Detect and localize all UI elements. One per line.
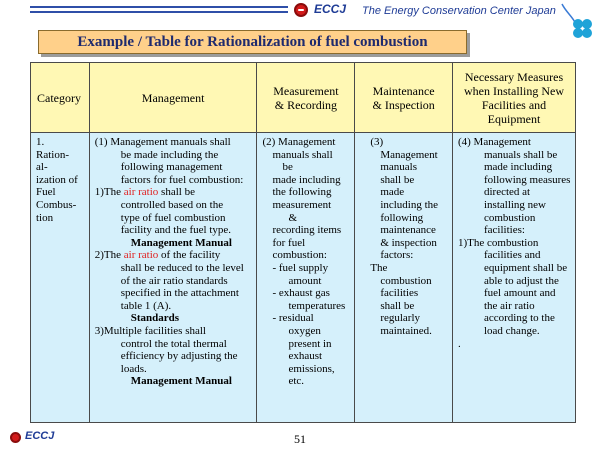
management-text: 1)The [94, 186, 124, 199]
page-title: Example / Table for Rationalization of fuel combustion [38, 30, 467, 54]
category-line: 1. [36, 136, 45, 148]
header-maintenance-line: & Inspection [372, 97, 435, 112]
necessary-line: following measures [483, 173, 571, 186]
management-line: factors for fuel combustion: [120, 173, 244, 186]
management-line: 3)Multiple facilities shall [94, 324, 206, 337]
necessary-line: manuals shall be [483, 148, 558, 161]
management-line: efficiency by adjusting the [120, 350, 238, 363]
maintenance-line: The [370, 261, 388, 274]
header-logo-text: ECCJ [314, 2, 347, 16]
maintenance-line: including the [380, 198, 439, 211]
necessary-line: facilities and [483, 249, 541, 262]
rationalization-table [30, 62, 576, 423]
measurement-line: amount [288, 274, 322, 287]
measurement-line: temperatures [288, 299, 346, 312]
maintenance-line: Management [380, 148, 438, 161]
necessary-line: installing new [483, 198, 547, 211]
measurement-line: be [282, 161, 293, 174]
management-manual-label: Management Manual [130, 375, 232, 388]
maintenance-line: made [380, 186, 405, 199]
measurement-line: - fuel supply [272, 261, 329, 274]
header-category: Category [31, 63, 90, 133]
management-cell [89, 133, 257, 423]
header-rule-bottom [30, 11, 288, 13]
necessary-line: directed at [483, 186, 531, 199]
necessary-line: . [457, 337, 461, 350]
header-measurement-line: Measurement [273, 83, 339, 98]
necessary-line: (4) Management [457, 136, 531, 148]
category-line: ization of [36, 173, 78, 186]
page-number: 51 [294, 432, 306, 446]
maintenance-line: following [380, 211, 424, 224]
header-measurement-line: & Recording [274, 97, 338, 112]
measurement-line: exhaust [288, 350, 323, 363]
header-maintenance-line: Maintenance [372, 83, 435, 98]
maintenance-line: regularly [380, 312, 421, 325]
measurement-line: measurement [272, 198, 332, 211]
measurement-cell [257, 133, 355, 423]
header-maintenance [355, 63, 453, 133]
management-line: shall be reduced to the level [120, 261, 244, 274]
maintenance-line: shall be [380, 173, 415, 186]
measurement-line: emissions, [288, 362, 335, 375]
measurement-line: combustion: [272, 249, 327, 262]
air-ratio-highlight: air ratio [123, 249, 159, 262]
header-necessary-measures [452, 63, 575, 133]
maintenance-line: (3) [370, 136, 384, 148]
necessary-line: made including [483, 161, 553, 174]
necessary-line: 1)The combustion [457, 236, 539, 249]
management-line: control the total thermal [120, 337, 227, 350]
category-line: Combus- [36, 198, 77, 211]
management-text: of the facility [158, 249, 221, 262]
management-line [95, 186, 253, 199]
necessary-line: equipment shall be [483, 261, 568, 274]
header-necessary-line: Necessary Measures [464, 69, 564, 84]
organization-name: The Energy Conservation Center Japan [362, 5, 556, 17]
measurement-line: & [288, 211, 298, 224]
category-line: al- [36, 161, 48, 174]
category-line: tion [36, 211, 54, 224]
air-ratio-highlight: air ratio [123, 186, 159, 199]
measurement-line: present in [288, 337, 332, 350]
necessary-line: combustion [483, 211, 536, 224]
category-line: Ration- [36, 148, 69, 161]
management-line: type of fuel combustion [120, 211, 226, 224]
table-row [31, 133, 576, 423]
management-line: table 1 (A). [120, 299, 172, 312]
maintenance-line: shall be [380, 299, 415, 312]
management-line: loads. [120, 362, 147, 375]
measurement-line: recording items [272, 224, 342, 237]
management-line: (1) Management manuals shall [94, 136, 231, 148]
necessary-measures-cell [452, 133, 575, 423]
necessary-line: load change. [483, 324, 540, 337]
management-text: shall be [158, 186, 195, 199]
category-cell [31, 133, 90, 423]
header-management: Management [89, 63, 257, 133]
management-line: following management [120, 161, 223, 174]
measurement-line: etc. [288, 375, 305, 388]
necessary-line: facilities: [483, 224, 525, 237]
maintenance-line: & inspection [380, 236, 437, 249]
footer-logo-text: ECCJ [25, 430, 55, 442]
management-line: specified in the attachment [120, 287, 239, 300]
measurement-line: the following [272, 186, 332, 199]
header-rule-top [30, 6, 288, 8]
necessary-line: according to the [483, 312, 555, 325]
necessary-line: the air ratio [483, 299, 535, 312]
measurement-line: - residual [272, 312, 314, 325]
measurement-line: made including [272, 173, 341, 186]
maintenance-line: facilities [380, 287, 419, 300]
measurement-line: oxygen [288, 324, 321, 337]
header-necessary-line: when Installing New [464, 83, 564, 98]
maintenance-line: factors: [380, 249, 414, 262]
header-necessary-line: Equipment [487, 111, 541, 126]
measurement-line: (2) Management [262, 136, 336, 148]
management-line: facility and the fuel type. [120, 224, 232, 237]
management-line [95, 249, 253, 262]
management-text: 2)The [94, 249, 124, 262]
clover-icon [556, 2, 596, 46]
measurement-line: for fuel [272, 236, 306, 249]
management-manual-label: Management Manual [130, 236, 232, 249]
header-measurement [257, 63, 355, 133]
maintenance-line: combustion [380, 274, 432, 287]
management-line: controlled based on the [120, 198, 224, 211]
eccj-logo-icon [294, 3, 308, 17]
maintenance-line: maintenance [380, 224, 436, 237]
measurement-line: - exhaust gas [272, 287, 330, 300]
category-line: Fuel [36, 186, 56, 199]
management-line: of the air ratio standards [120, 274, 228, 287]
maintenance-line: manuals [380, 161, 417, 174]
maintenance-line: maintained. [380, 324, 432, 337]
necessary-line: fuel amount and [483, 287, 556, 300]
measurement-line: manuals shall [272, 148, 333, 161]
standards-label: Standards [130, 312, 180, 325]
maintenance-cell [355, 133, 453, 423]
necessary-line: able to adjust the [483, 274, 559, 287]
management-line: be made including the [120, 148, 219, 161]
header-necessary-line: Facilities and [481, 97, 547, 112]
